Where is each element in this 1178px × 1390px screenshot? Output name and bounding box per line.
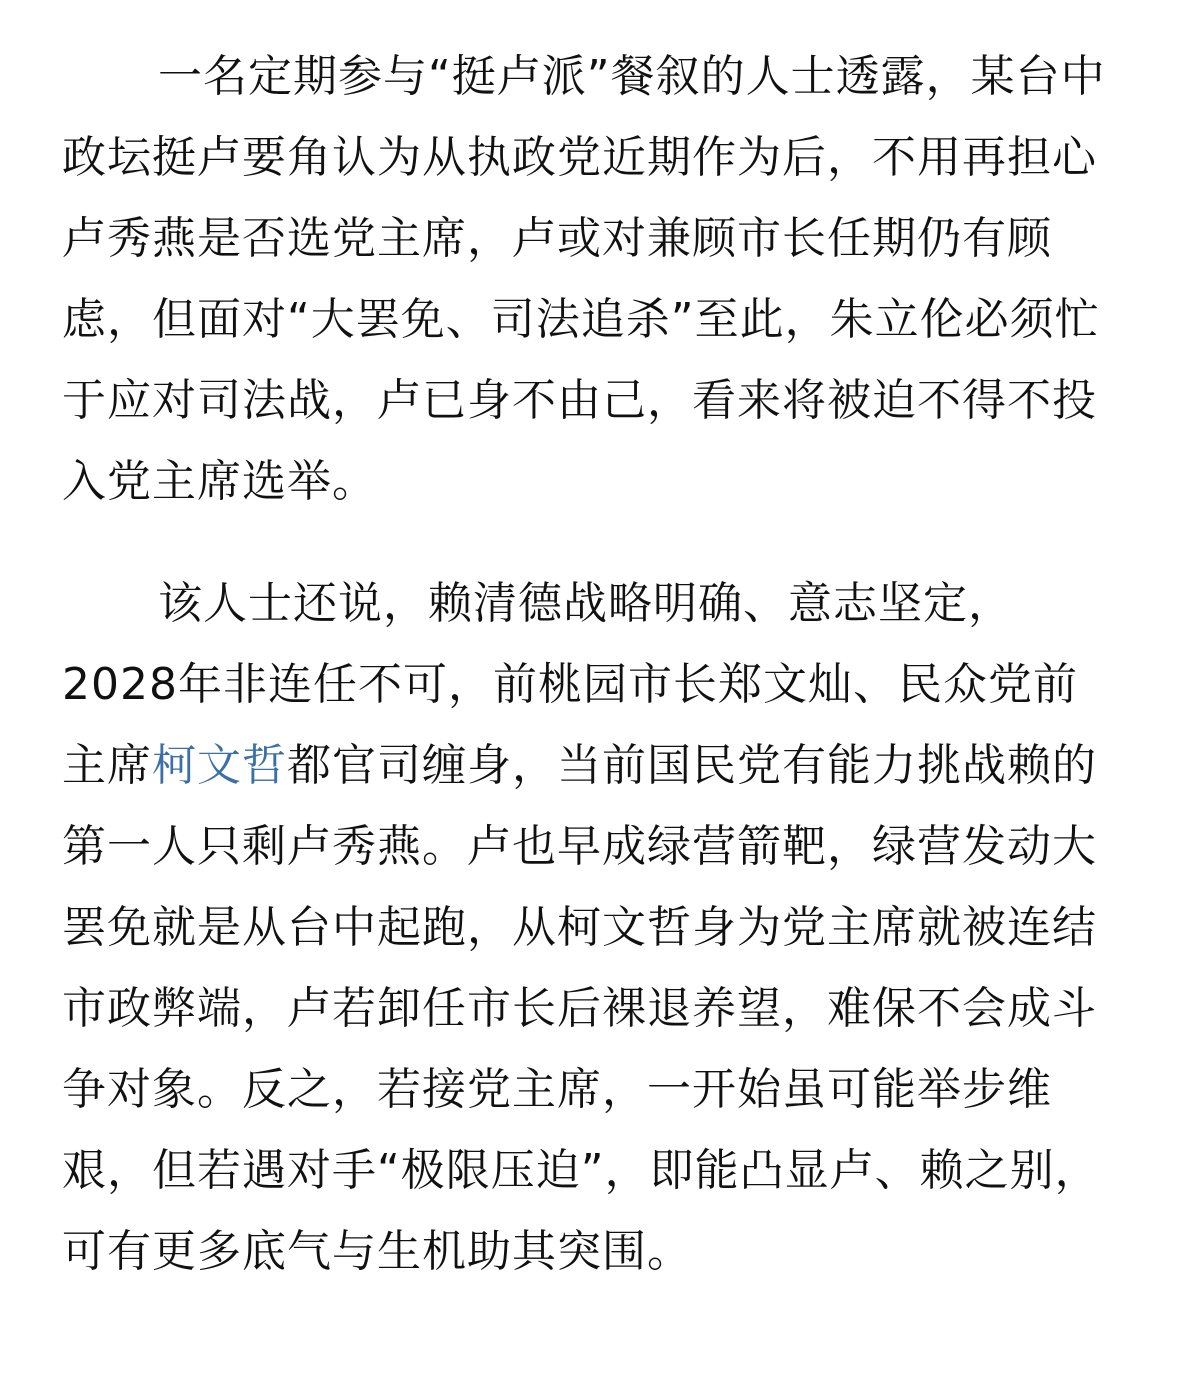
paragraph-1-text: 一名定期参与“挺卢派”餐叙的人士透露，某台中政坛挺卢要角认为从执政党近期作为后，不用再担心卢秀燕是否选党主席，卢或对兼顾市长任期仍有顾虑，但面对“大罢免、司法追杀”至此，朱立伦必须忙于应对司法战，卢已身不由己，看来将被迫不得不投入党主席选举。 (62, 51, 1106, 507)
paragraph-2 (62, 563, 1116, 1292)
article-body (62, 36, 1116, 1292)
paragraph-1 (62, 36, 1116, 522)
person-link-ko-wen-je[interactable]: 柯文哲 (152, 740, 287, 791)
paragraph-2-text-after-link: 都官司缠身，当前国民党有能力挑战赖的第一人只剩卢秀燕。卢也早成绿营箭靶，绿营发动大罢免就是从台中起跑，从柯文哲身为党主席就被连结市政弊端，卢若卸任市长后裸退养望，难保不会成斗争对象。反之，若接党主席，一开始虽可能举步维艰，但若遇对手“极限压迫”，即能凸显卢、赖之别，可有更多底气与生机助其突围。 (62, 740, 1100, 1277)
paragraph-2-text-before-link: 该人士还说，赖清德战略明确、意志坚定，2028年非连任不可，前桃园市长郑文灿、民众党前主席 (62, 578, 1078, 791)
